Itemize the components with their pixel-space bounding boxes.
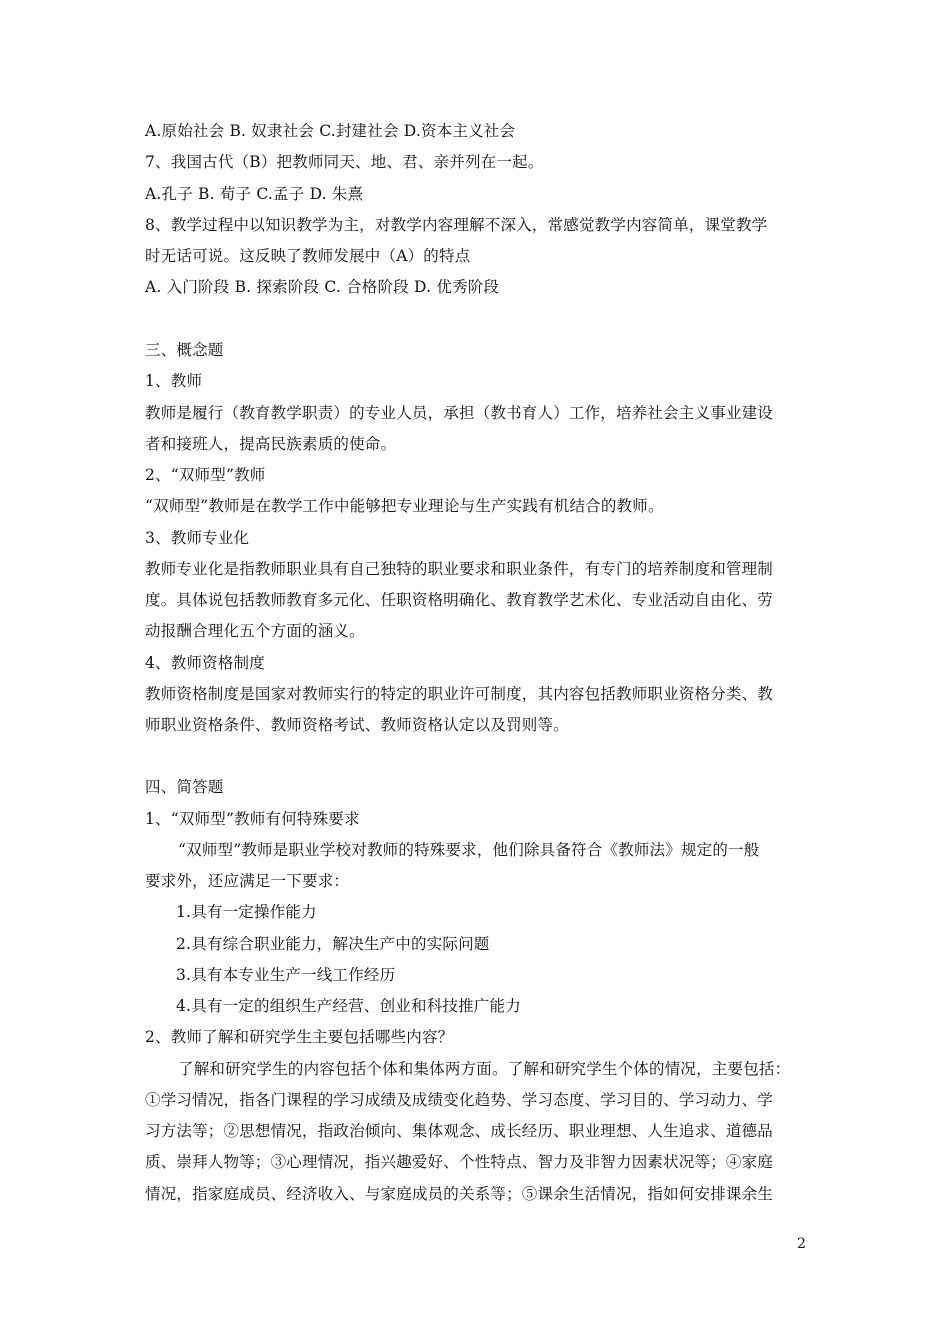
requirement-item-3: 3.具有本专业生产一线工作经历 <box>176 966 396 984</box>
concept-3-text-line-2: 度。具体说包括教师教育多元化、任职资格明确化、教育教学艺术化、专业活动自由化、劳 <box>145 591 774 609</box>
short-answer-2-text-line-5: 情况，指家庭成员、经济收入、与家庭成员的关系等；⑤课余生活情况，指如何安排课余生 <box>145 1185 774 1203</box>
short-answer-2-text-line-2: ①学习情况，指各门课程的学习成绩及成绩变化趋势、学习态度、学习目的、学习动力、学 <box>145 1091 774 1109</box>
section-heading-short-answer: 四、简答题 <box>145 778 224 796</box>
short-answer-2-text-line-4: 质、崇拜人物等；③心理情况，指兴趣爱好、个性特点、智力及非智力因素状况等；④家庭 <box>145 1153 774 1171</box>
requirement-item-1: 1.具有一定操作能力 <box>176 903 317 921</box>
concept-2-text: “双师型”教师是在教学工作中能够把专业理论与生产实践有机结合的教师。 <box>145 497 664 515</box>
concept-2-title: 2、“双师型”教师 <box>145 466 266 484</box>
requirement-item-2: 2.具有综合职业能力，解决生产中的实际问题 <box>176 935 490 953</box>
options-line-q8: A. 入门阶段 B. 探索阶段 C. 合格阶段 D. 优秀阶段 <box>145 278 500 296</box>
question-7: 7、我国古代（B）把教师同天、地、君、亲并列在一起。 <box>145 153 544 171</box>
options-line-q7: A.孔子 B. 荀子 C.孟子 D. 朱熹 <box>145 185 364 203</box>
short-answer-2-text-line-3: 习方法等；②思想情况，指政治倾向、集体观念、成长经历、职业理想、人生追求、道德品 <box>145 1122 774 1140</box>
concept-1-title: 1、教师 <box>145 372 203 390</box>
options-line-q6: A.原始社会 B. 奴隶社会 C.封建社会 D.资本主义社会 <box>145 122 516 140</box>
concept-3-title: 3、教师专业化 <box>145 529 250 547</box>
section-heading-concepts: 三、概念题 <box>145 341 224 359</box>
short-answer-2-title: 2、教师了解和研究学生主要包括哪些内容？ <box>145 1028 454 1046</box>
short-answer-2-text-line-1: 了解和研究学生的内容包括个体和集体两方面。了解和研究学生个体的情况，主要包括： <box>178 1060 791 1078</box>
concept-4-text-line-2: 师职业资格条件、教师资格考试、教师资格认定以及罚则等。 <box>145 716 569 734</box>
short-answer-1-title: 1、“双师型”教师有何特殊要求 <box>145 810 360 828</box>
concept-1-text-line-1: 教师是履行（教育教学职责）的专业人员，承担（教书育人）工作，培养社会主义事业建设 <box>145 404 774 422</box>
short-answer-1-text-line-1: “双师型”教师是职业学校对教师的特殊要求，他们除具备符合《教师法》规定的一般 <box>178 841 760 859</box>
question-8-line-1: 8、教学过程中以知识教学为主，对教学内容理解不深入，常感觉教学内容简单，课堂教学 <box>145 216 768 234</box>
concept-1-text-line-2: 者和接班人，提高民族素质的使命。 <box>145 435 397 453</box>
concept-3-text-line-3: 动报酬合理化五个方面的涵义。 <box>145 622 365 640</box>
concept-4-text-line-1: 教师资格制度是国家对教师实行的特定的职业许可制度，其内容包括教师职业资格分类、教 <box>145 685 774 703</box>
concept-4-title: 4、教师资格制度 <box>145 654 265 672</box>
question-8-line-2: 时无话可说。这反映了教师发展中（A）的特点 <box>145 247 471 265</box>
short-answer-1-text-line-2: 要求外，还应满足一下要求： <box>145 872 350 890</box>
concept-3-text-line-1: 教师专业化是指教师职业具有自己独特的职业要求和职业条件，有专门的培养制度和管理制 <box>145 560 774 578</box>
page-number: 2 <box>797 1236 806 1252</box>
requirement-item-4: 4.具有一定的组织生产经营、创业和科技推广能力 <box>176 997 521 1015</box>
